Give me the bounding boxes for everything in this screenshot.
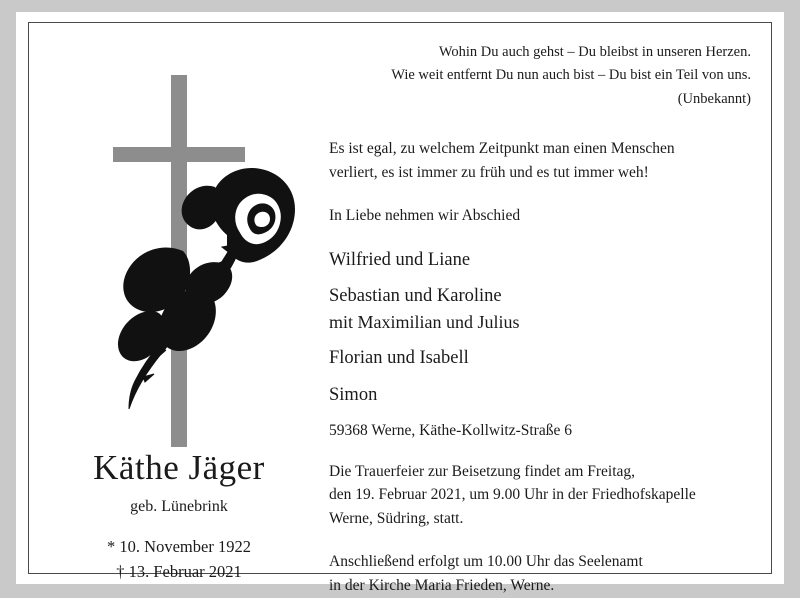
list-item	[329, 382, 751, 408]
family-address: 59368 Werne, Käthe-Kollwitz-Straße 6	[329, 421, 572, 439]
cross-and-rose-illustration	[43, 37, 315, 447]
quote-line-1: Wohin Du auch gehst – Du bleibst in unseren Herzen.	[438, 44, 751, 60]
funeral-details	[329, 460, 751, 531]
condolence-line-2: verliert, es ist immer zu früh und es tut immer weh!	[329, 163, 649, 181]
mourner-line: Florian und Isabell	[329, 348, 469, 369]
deceased-name: Käthe Jäger	[93, 448, 265, 487]
mourner-line: Simon	[329, 384, 378, 405]
right-column	[329, 41, 751, 594]
quote-attribution: (Unbekannt)	[677, 90, 751, 107]
funeral-line-3: Werne, Südring, statt.	[329, 509, 464, 527]
funeral-line-2: den 19. Februar 2021, um 9.00 Uhr in der Friedhofskapelle	[329, 486, 696, 504]
condolence-line-1: Es ist egal, zu welchem Zeitpunkt man einen Menschen	[329, 140, 675, 158]
condolence-paragraph	[329, 137, 751, 184]
mass-line-1: Anschließend erfolgt um 10.00 Uhr das Seelenamt	[329, 553, 643, 571]
mass-details	[329, 550, 751, 597]
mourner-subline: mit Maximilian und Julius	[329, 311, 520, 332]
farewell-text: In Liebe nehmen wir Abschied	[329, 206, 521, 224]
list-item	[329, 283, 751, 335]
list-item	[329, 345, 751, 371]
list-item	[329, 247, 751, 273]
death-date: † 13. Februar 2021	[116, 562, 242, 582]
card-inner-frame	[28, 22, 772, 594]
memorial-quote	[329, 41, 751, 111]
obituary-card	[16, 12, 784, 594]
funeral-line-1: Die Trauerfeier zur Beisetzung findet am Freitag,	[329, 462, 636, 480]
deceased-maiden-name: geb. Lünebrink	[130, 497, 228, 515]
rose-blossom	[182, 168, 295, 263]
deceased-name-block	[43, 449, 315, 585]
mass-line-2: in der Kirche Maria Frieden, Werne.	[329, 577, 555, 594]
mourner-line: Sebastian und Karoline	[329, 286, 502, 307]
left-column	[43, 37, 315, 582]
mourners-list	[329, 247, 751, 408]
quote-line-2: Wie weit entfernt Du nun auch bist – Du bist ein Teil von uns.	[391, 67, 751, 84]
birth-date: * 10. November 1922	[107, 536, 251, 556]
mourner-line: Wilfried und Liane	[329, 250, 471, 271]
deceased-dates	[43, 534, 315, 585]
rose-leaves	[118, 247, 232, 361]
